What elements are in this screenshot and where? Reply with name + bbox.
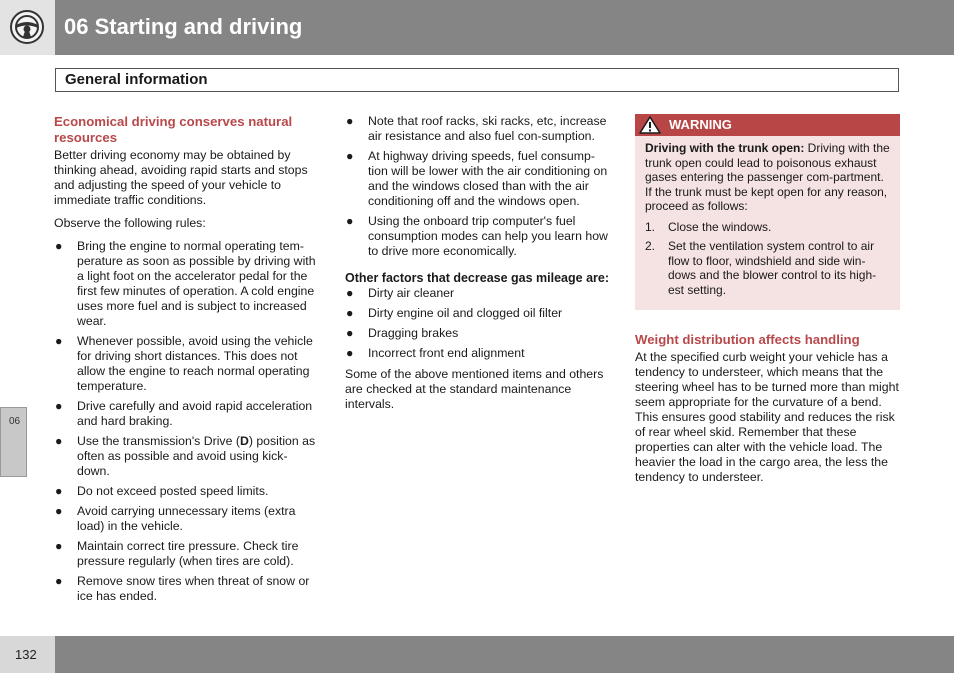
list-item: ● Remove snow tires when threat of snow or ice has ended. bbox=[55, 574, 310, 603]
list-item: ● Using the onboard trip computer's fuel consumption modes can help you learn how to drive more economically. bbox=[346, 214, 608, 258]
list-item: ● At highway driving speeds, fuel consump-tion will be lower with the air conditioning on and the windows closed than with the air conditioning off and the windows open. bbox=[346, 149, 608, 208]
section-header bbox=[55, 68, 899, 92]
column-left bbox=[54, 114, 320, 609]
list-item: 1. Close the windows. bbox=[645, 219, 772, 234]
page-number: 132 bbox=[15, 647, 37, 662]
list-item: ● Avoid carrying unnecessary items (extra load) in the vehicle. bbox=[55, 504, 296, 533]
bullet-icon: ● bbox=[55, 239, 63, 253]
list-item: ● Bring the engine to normal operating tem-perature as soon as possible by driving with a light foot on the accelerator pedal for the first few minutes of operation. A cold engine uses more fuel and is subject to increased wear. bbox=[55, 239, 316, 328]
bullet-icon: ● bbox=[346, 326, 354, 340]
bullet-icon: ● bbox=[55, 399, 63, 413]
weight-distribution-heading: Weight distribution affects handling bbox=[635, 332, 860, 347]
tips-list bbox=[345, 114, 611, 259]
list-item: 2. Set the ventilation system control to air flow to floor, windshield and side win-dows and the blower control to its high-est setting. bbox=[645, 239, 877, 297]
bullet-icon: ● bbox=[55, 574, 63, 588]
list-item: ● Drive carefully and avoid rapid acceleration and hard braking. bbox=[55, 399, 313, 428]
bullet-icon: ● bbox=[346, 114, 354, 128]
warning-triangle-icon bbox=[639, 116, 661, 134]
list-item: ● Maintain correct tire pressure. Check tire pressure regularly (when tires are cold). bbox=[55, 539, 299, 568]
factors-list bbox=[345, 286, 611, 361]
column-middle bbox=[345, 114, 611, 420]
warning-body bbox=[635, 136, 900, 310]
closing-paragraph: Some of the above mentioned items and others are checked at the standard maintenance intervals. bbox=[345, 367, 604, 411]
weight-distribution-section bbox=[635, 332, 901, 485]
bullet-icon: ● bbox=[55, 484, 63, 498]
bullet-icon: ● bbox=[55, 434, 63, 448]
warning-label: WARNING bbox=[669, 117, 732, 132]
bullet-icon: ● bbox=[55, 334, 63, 348]
warning-steps bbox=[645, 220, 890, 298]
list-item: ● Dragging brakes bbox=[346, 326, 459, 340]
rules-intro: Observe the following rules: bbox=[54, 216, 206, 230]
warning-box bbox=[635, 114, 900, 310]
economical-driving-heading: Economical driving conserves natural resources bbox=[54, 114, 293, 145]
volvo-steering-wheel-icon bbox=[9, 9, 45, 45]
bullet-icon: ● bbox=[55, 539, 63, 553]
rules-list bbox=[54, 239, 320, 604]
list-item: ● Dirty engine oil and clogged oil filter bbox=[346, 306, 563, 320]
warning-header bbox=[635, 114, 900, 136]
footer-bar bbox=[55, 636, 954, 673]
section-title: General information bbox=[65, 71, 208, 88]
other-factors-heading: Other factors that decrease gas mileage are: bbox=[345, 271, 610, 285]
warning-text: Driving with the trunk open: Driving with the trunk open could lead to poisonous exhaust gases entering the passenger com-partment. If the trunk must be kept open for any reason, proceed as follows: bbox=[645, 141, 890, 213]
list-item: ● Use the transmission's Drive (D) position as often as possible and avoid using kick-down. bbox=[55, 434, 316, 478]
list-item: ● Whenever possible, avoid using the vehicle for driving short distances. This does not allow the engine to reach normal operating temperature. bbox=[55, 334, 313, 393]
list-item: ● Do not exceed posted speed limits. bbox=[55, 484, 269, 498]
list-item: ● Note that roof racks, ski racks, etc, increase air resistance and also fuel con-sumption. bbox=[346, 114, 607, 143]
bullet-icon: ● bbox=[346, 286, 354, 300]
weight-distribution-text: At the specified curb weight your vehicle has a tendency to understeer, which means that the steering wheel has to be turned more than might seem appropriate for the curvature of a bend. This ensures good stability and reduces the risk of rear wheel skid. Remember that these properties can alter with the vehicle load. The heavier the load in the cargo area, the less the tendency to understeer. bbox=[635, 350, 899, 484]
bullet-icon: ● bbox=[346, 346, 354, 360]
bullet-icon: ● bbox=[55, 504, 63, 518]
chapter-side-tab bbox=[0, 407, 27, 477]
bullet-icon: ● bbox=[346, 306, 354, 320]
bullet-icon: ● bbox=[346, 214, 354, 228]
bullet-icon: ● bbox=[346, 149, 354, 163]
side-tab-label: 06 bbox=[9, 416, 21, 427]
chapter-logo bbox=[0, 0, 55, 55]
list-item: ● Incorrect front end alignment bbox=[346, 346, 525, 360]
chapter-title: 06 Starting and driving bbox=[64, 14, 303, 39]
intro-paragraph: Better driving economy may be obtained by thinking ahead, avoiding rapid starts and stops and adjusting the speed of your vehicle to immediate traffic conditions. bbox=[54, 148, 308, 207]
list-item: ● Dirty air cleaner bbox=[346, 286, 455, 300]
column-right bbox=[635, 114, 901, 493]
